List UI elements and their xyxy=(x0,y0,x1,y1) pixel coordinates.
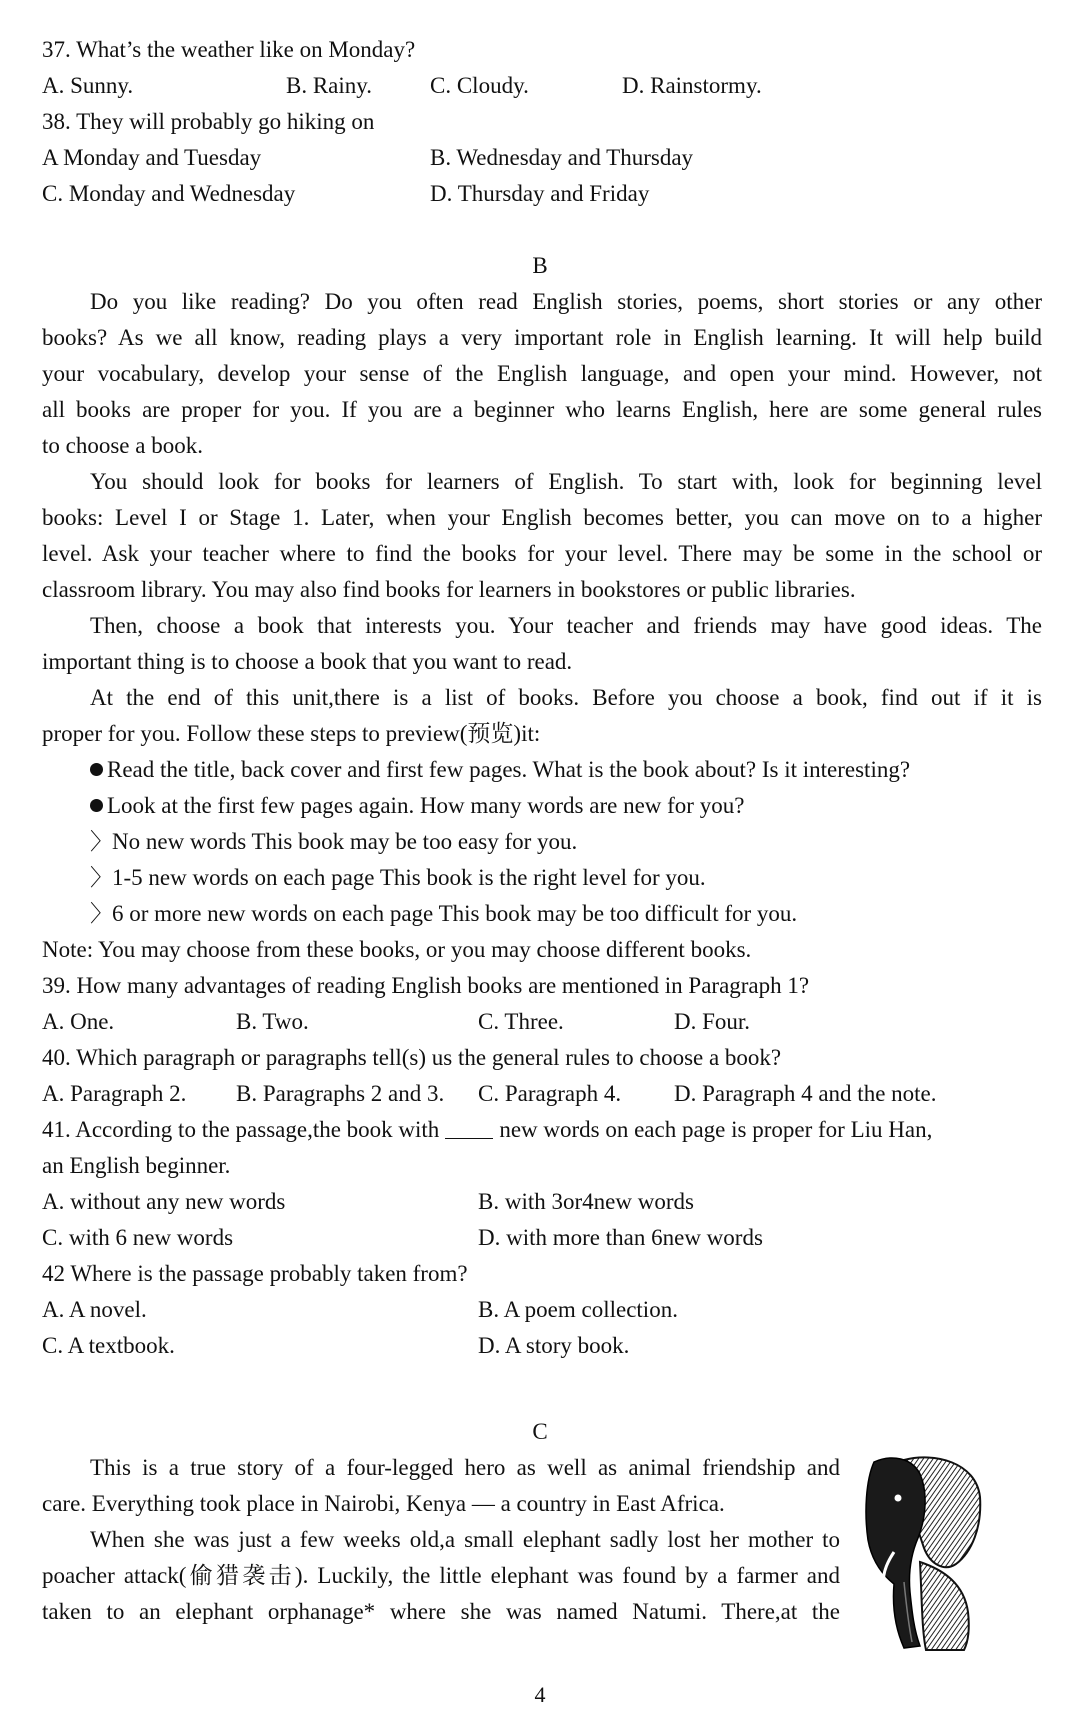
b-p1-line1: Do you like reading? Do you often read English stories, poems, short stories or any other xyxy=(90,289,1042,314)
q37-option-a: A. Sunny. xyxy=(42,73,134,98)
q41-stem-after: new words on each page is proper for Liu Han, xyxy=(499,1117,933,1142)
c-p2-line3: taken to an elephant orphanage* where she was named Natumi. There,at the xyxy=(42,1599,840,1624)
q38-stem: 38. They will probably go hiking on xyxy=(42,109,375,134)
q41-option-c: C. with 6 new words xyxy=(42,1225,234,1250)
b-p1-line4: all books are proper for you. If you are a beginner who learns English, here are some general rules xyxy=(42,397,1042,422)
q41-stem-line2: an English beginner. xyxy=(42,1153,231,1178)
section-c-heading: C xyxy=(532,1419,548,1444)
q37-option-d: D. Rainstormy. xyxy=(622,73,762,98)
chevron-right-icon: 〉 xyxy=(90,865,113,890)
b-sub-item-3 xyxy=(90,896,1040,932)
q37-stem: 37. What’s the weather like on Monday? xyxy=(42,37,416,62)
b-bullet-1 xyxy=(90,752,1040,788)
q42-option-a: A. A novel. xyxy=(42,1297,147,1322)
q42-option-d: D. A story book. xyxy=(478,1333,630,1358)
q39-stem: 39. How many advantages of reading English books are mentioned in Paragraph 1? xyxy=(42,973,810,998)
q40-option-c: C. Paragraph 4. xyxy=(478,1081,622,1106)
q41-answer-blank xyxy=(445,1116,493,1139)
b-bullet-2-text: Look at the first few pages again. How many words are new for you? xyxy=(107,793,745,818)
bullet-dot-icon xyxy=(90,763,103,776)
q41-option-a: A. without any new words xyxy=(42,1189,286,1214)
b-p1-line3: your vocabulary, develop your sense of the English language, and open your mind. However, not xyxy=(42,361,1042,386)
b-bullet-2 xyxy=(90,788,1040,824)
q41-stem-before: 41. According to the passage,the book with xyxy=(42,1117,440,1142)
q42-option-b: B. A poem collection. xyxy=(478,1297,678,1322)
c-p2-line1: When she was just a few weeks old,a small elephant sadly lost her mother to xyxy=(90,1527,840,1552)
b-p1-line2: books? As we all know, reading plays a very important role in English learning. It will help build xyxy=(42,325,1042,350)
q39-option-d: D. Four. xyxy=(674,1009,751,1034)
b-p2-line4: classroom library. You may also find books for learners in bookstores or public libraries. xyxy=(42,577,856,602)
q41-option-d: D. with more than 6new words xyxy=(478,1225,763,1250)
q40-option-b: B. Paragraphs 2 and 3. xyxy=(236,1081,445,1106)
q38-option-a: A Monday and Tuesday xyxy=(42,145,262,170)
q42-stem: 42 Where is the passage probably taken from? xyxy=(42,1261,468,1286)
b-sub-item-3-text: 6 or more new words on each page This book may be too difficult for you. xyxy=(112,901,798,926)
c-p1-line2: care. Everything took place in Nairobi, Kenya — a country in East Africa. xyxy=(42,1491,725,1516)
q38-option-c: C. Monday and Wednesday xyxy=(42,181,296,206)
b-p3-line2: important thing is to choose a book that you want to read. xyxy=(42,649,573,674)
bullet-dot-icon xyxy=(90,799,103,812)
q39-option-a: A. One. xyxy=(42,1009,115,1034)
chevron-right-icon: 〉 xyxy=(90,901,113,926)
q42-option-c: C. A textbook. xyxy=(42,1333,175,1358)
b-p2-line2: books: Level I or Stage 1. Later, when your English becomes better, you can move on to a higher xyxy=(42,505,1042,530)
b-p4-line1: At the end of this unit,there is a list of books. Before you choose a book, find out if it is xyxy=(90,685,1042,710)
b-note: Note: You may choose from these books, or you may choose different books. xyxy=(42,937,752,962)
chevron-right-icon: 〉 xyxy=(90,829,113,854)
q37-option-c: C. Cloudy. xyxy=(430,73,529,98)
b-sub-item-2 xyxy=(90,860,1040,896)
page-number: 4 xyxy=(534,1682,546,1707)
b-p2-line3: level. Ask your teacher where to find the books for your level. There may be some in the school or xyxy=(42,541,1042,566)
elephant-illustration xyxy=(864,1452,982,1652)
b-p2-line1: You should look for books for learners of English. To start with, look for beginning level xyxy=(90,469,1042,494)
q37-option-b: B. Rainy. xyxy=(286,73,373,98)
q41-stem xyxy=(42,1112,1042,1148)
q40-option-a: A. Paragraph 2. xyxy=(42,1081,187,1106)
b-bullet-1-text: Read the title, back cover and first few pages. What is the book about? Is it interesting? xyxy=(107,757,911,782)
b-sub-item-1 xyxy=(90,824,1040,860)
q41-option-b: B. with 3or4new words xyxy=(478,1189,694,1214)
b-sub-item-1-text: No new words This book may be too easy for you. xyxy=(112,829,578,854)
c-p2-line2: poacher attack(偷猎袭击). Luckily, the little elephant was found by a farmer and xyxy=(42,1563,840,1588)
q38-option-d: D. Thursday and Friday xyxy=(430,181,650,206)
c-p1-line1: This is a true story of a four-legged hero as well as animal friendship and xyxy=(90,1455,840,1480)
q39-option-c: C. Three. xyxy=(478,1009,564,1034)
section-b-heading: B xyxy=(532,253,548,278)
q39-option-b: B. Two. xyxy=(236,1009,309,1034)
b-sub-item-2-text: 1-5 new words on each page This book is the right level for you. xyxy=(112,865,706,890)
b-p3-line1: Then, choose a book that interests you. Your teacher and friends may have good ideas. The xyxy=(90,613,1042,638)
b-p1-line5: to choose a book. xyxy=(42,433,203,458)
q38-option-b: B. Wednesday and Thursday xyxy=(430,145,694,170)
b-p4-line2: proper for you. Follow these steps to preview(预览)it: xyxy=(42,721,541,746)
q40-option-d: D. Paragraph 4 and the note. xyxy=(674,1081,937,1106)
q40-stem: 40. Which paragraph or paragraphs tell(s) us the general rules to choose a book? xyxy=(42,1045,782,1070)
